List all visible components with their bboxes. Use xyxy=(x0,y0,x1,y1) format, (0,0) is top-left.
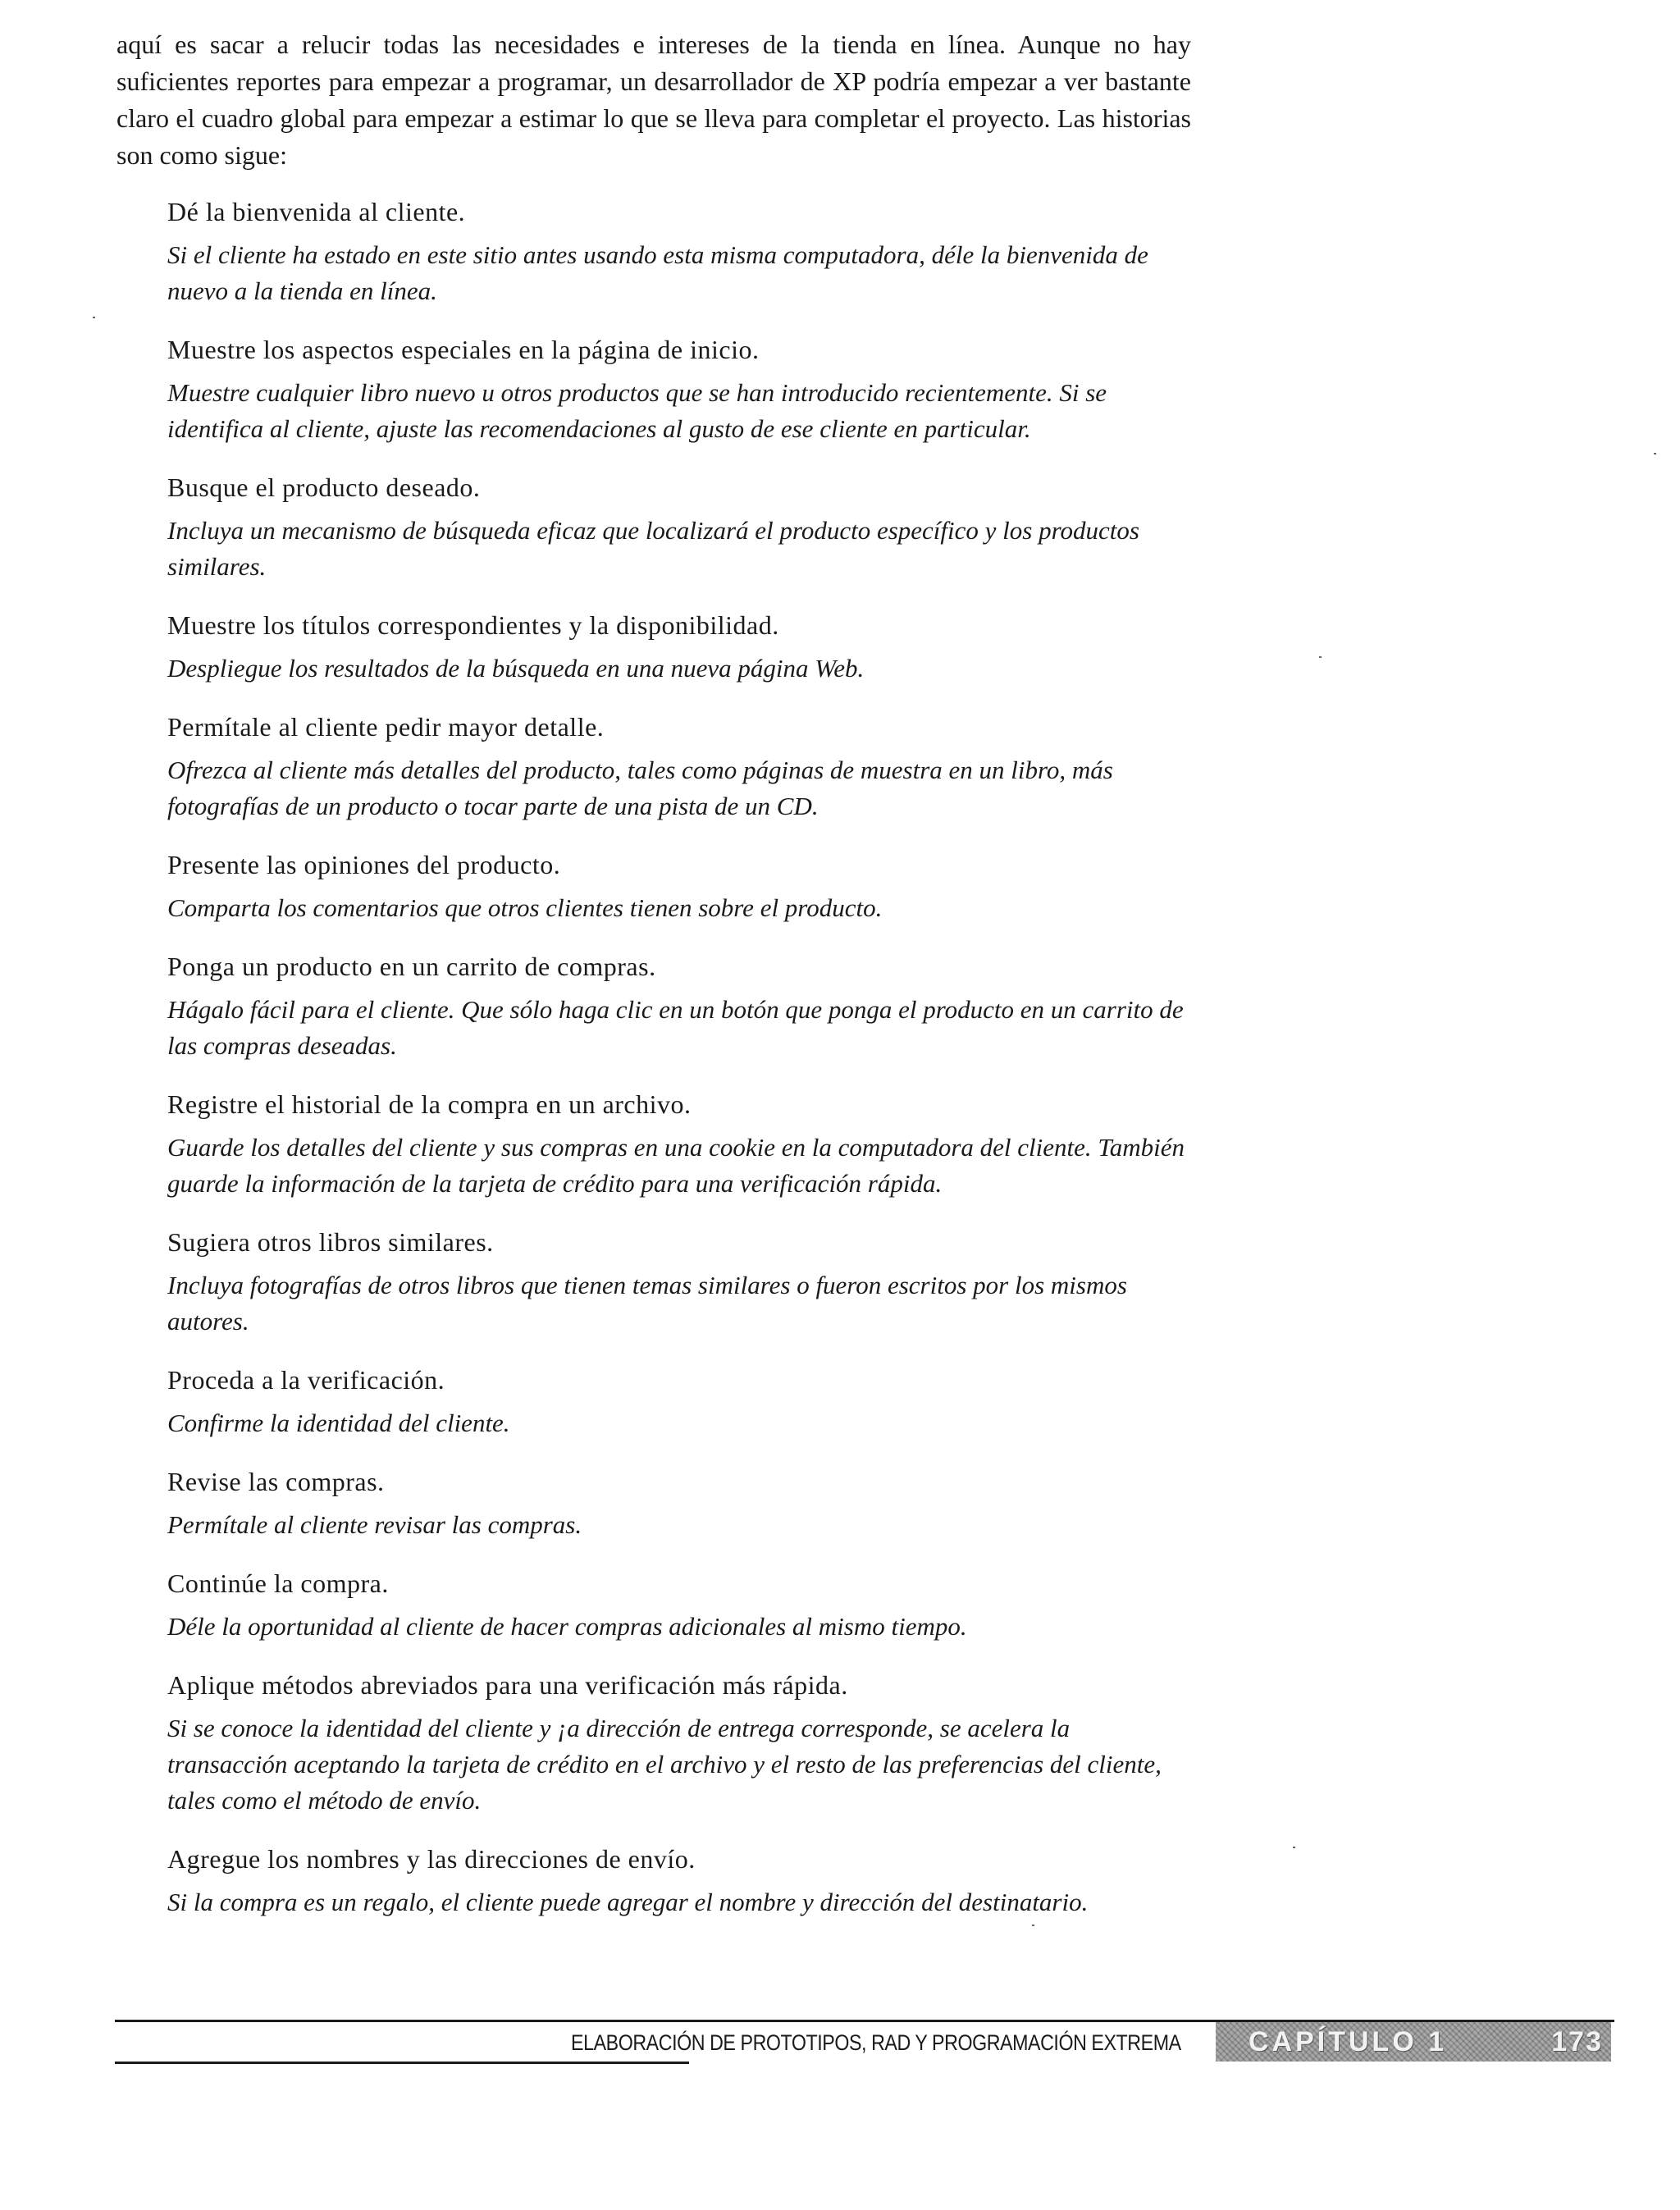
scan-speck xyxy=(1319,656,1322,658)
scan-speck xyxy=(1032,1925,1034,1926)
story-item xyxy=(167,194,1193,309)
story-title: Dé la bienvenida al cliente. xyxy=(167,197,466,226)
story-item xyxy=(167,847,1193,926)
story-item xyxy=(167,1463,1193,1543)
story-description: Si el cliente ha estado en este sitio antes usando esta misma computadora, déle la bienvenida de nuevo a la tienda en línea. xyxy=(167,240,1148,305)
story-description: Guarde los detalles del cliente y sus compras en una cookie en la computadora del cliente. También guarde la información de la tarjeta de crédito para una verificación rápida. xyxy=(167,1133,1185,1198)
story-description: Déle la oportunidad al cliente de hacer compras adicionales al mismo tiempo. xyxy=(167,1612,967,1641)
story-item xyxy=(167,331,1193,447)
story-title: Registre el historial de la compra en un archivo. xyxy=(167,1089,692,1119)
page-number: 173 xyxy=(1551,2025,1603,2057)
story-item xyxy=(167,1224,1193,1340)
story-description: Si la compra es un regalo, el cliente puede agregar el nombre y dirección del destinatario. xyxy=(167,1888,1089,1916)
story-item xyxy=(167,1565,1193,1645)
story-description: Ofrezca al cliente más detalles del producto, tales como páginas de muestra en un libro, más fotografías de un producto o tocar parte de una pista de un CD. xyxy=(167,756,1113,820)
story-description: Permítale al cliente revisar las compras. xyxy=(167,1510,582,1539)
footer-underline xyxy=(115,2062,689,2064)
story-title: Muestre los títulos correspondientes y la disponibilidad. xyxy=(167,610,779,640)
story-item xyxy=(167,948,1193,1064)
story-description: Confirme la identidad del cliente. xyxy=(167,1409,510,1437)
story-title: Continúe la compra. xyxy=(167,1568,389,1598)
story-description: Despliegue los resultados de la búsqueda en una nueva página Web. xyxy=(167,654,865,683)
footer-chapter-band xyxy=(1216,2022,1611,2062)
story-item xyxy=(167,1086,1193,1202)
story-title: Presente las opiniones del producto. xyxy=(167,850,561,879)
story-description: Si se conoce la identidad del cliente y ¡a dirección de entrega corresponde, se acelera la transacción aceptando la tarjeta de crédito en el archivo y el resto de las preferencias del cliente, tales como el método de envío. xyxy=(167,1714,1162,1815)
story-list xyxy=(167,194,1193,1943)
scan-speck xyxy=(1654,453,1656,454)
story-title: Sugiera otros libros similares. xyxy=(167,1227,494,1257)
story-title: Revise las compras. xyxy=(167,1467,385,1496)
story-title: Permítale al cliente pedir mayor detalle. xyxy=(167,712,605,742)
story-item xyxy=(167,469,1193,585)
scan-speck xyxy=(93,317,95,318)
story-description: Comparta los comentarios que otros clientes tienen sobre el producto. xyxy=(167,893,883,922)
scan-speck xyxy=(1293,1847,1295,1848)
story-item xyxy=(167,1667,1193,1819)
story-description: Incluya fotografías de otros libros que tienen temas similares o fueron escritos por los mismos autores. xyxy=(167,1271,1127,1336)
story-title: Proceda a la verificación. xyxy=(167,1365,445,1395)
intro-paragraph: aquí es sacar a relucir todas las necesidades e intereses de la tienda en línea. Aunque no hay suficientes reportes para empezar a programar, un desarrollador de XP podría empezar a ver bastante claro el cuadro global para empezar a estimar lo que se lleva para completar el proyecto. Las historias son como sigue: xyxy=(116,30,1191,170)
story-title: Aplique métodos abreviados para una verificación más rápida. xyxy=(167,1670,848,1700)
running-footer-title: ELABORACIÓN DE PROTOTIPOS, RAD Y PROGRAMACIÓN EXTREMA xyxy=(571,2030,1181,2055)
story-item xyxy=(167,709,1193,824)
story-title: Muestre los aspectos especiales en la página de inicio. xyxy=(167,335,760,364)
chapter-label: CAPÍTULO 1 xyxy=(1249,2025,1448,2057)
story-item xyxy=(167,1362,1193,1441)
story-item xyxy=(167,1841,1193,1920)
story-title: Ponga un producto en un carrito de compras. xyxy=(167,952,656,981)
story-description: Incluya un mecanismo de búsqueda eficaz que localizará el producto específico y los productos similares. xyxy=(167,516,1139,581)
story-title: Agregue los nombres y las direcciones de envío. xyxy=(167,1844,696,1874)
story-description: Hágalo fácil para el cliente. Que sólo haga clic en un botón que ponga el producto en un carrito de las compras deseadas. xyxy=(167,995,1184,1060)
story-item xyxy=(167,607,1193,687)
story-title: Busque el producto deseado. xyxy=(167,473,481,502)
story-description: Muestre cualquier libro nuevo u otros productos que se han introducido recientemente. Si se identifica al cliente, ajuste las recomendaciones al gusto de ese cliente en particular. xyxy=(167,378,1107,443)
